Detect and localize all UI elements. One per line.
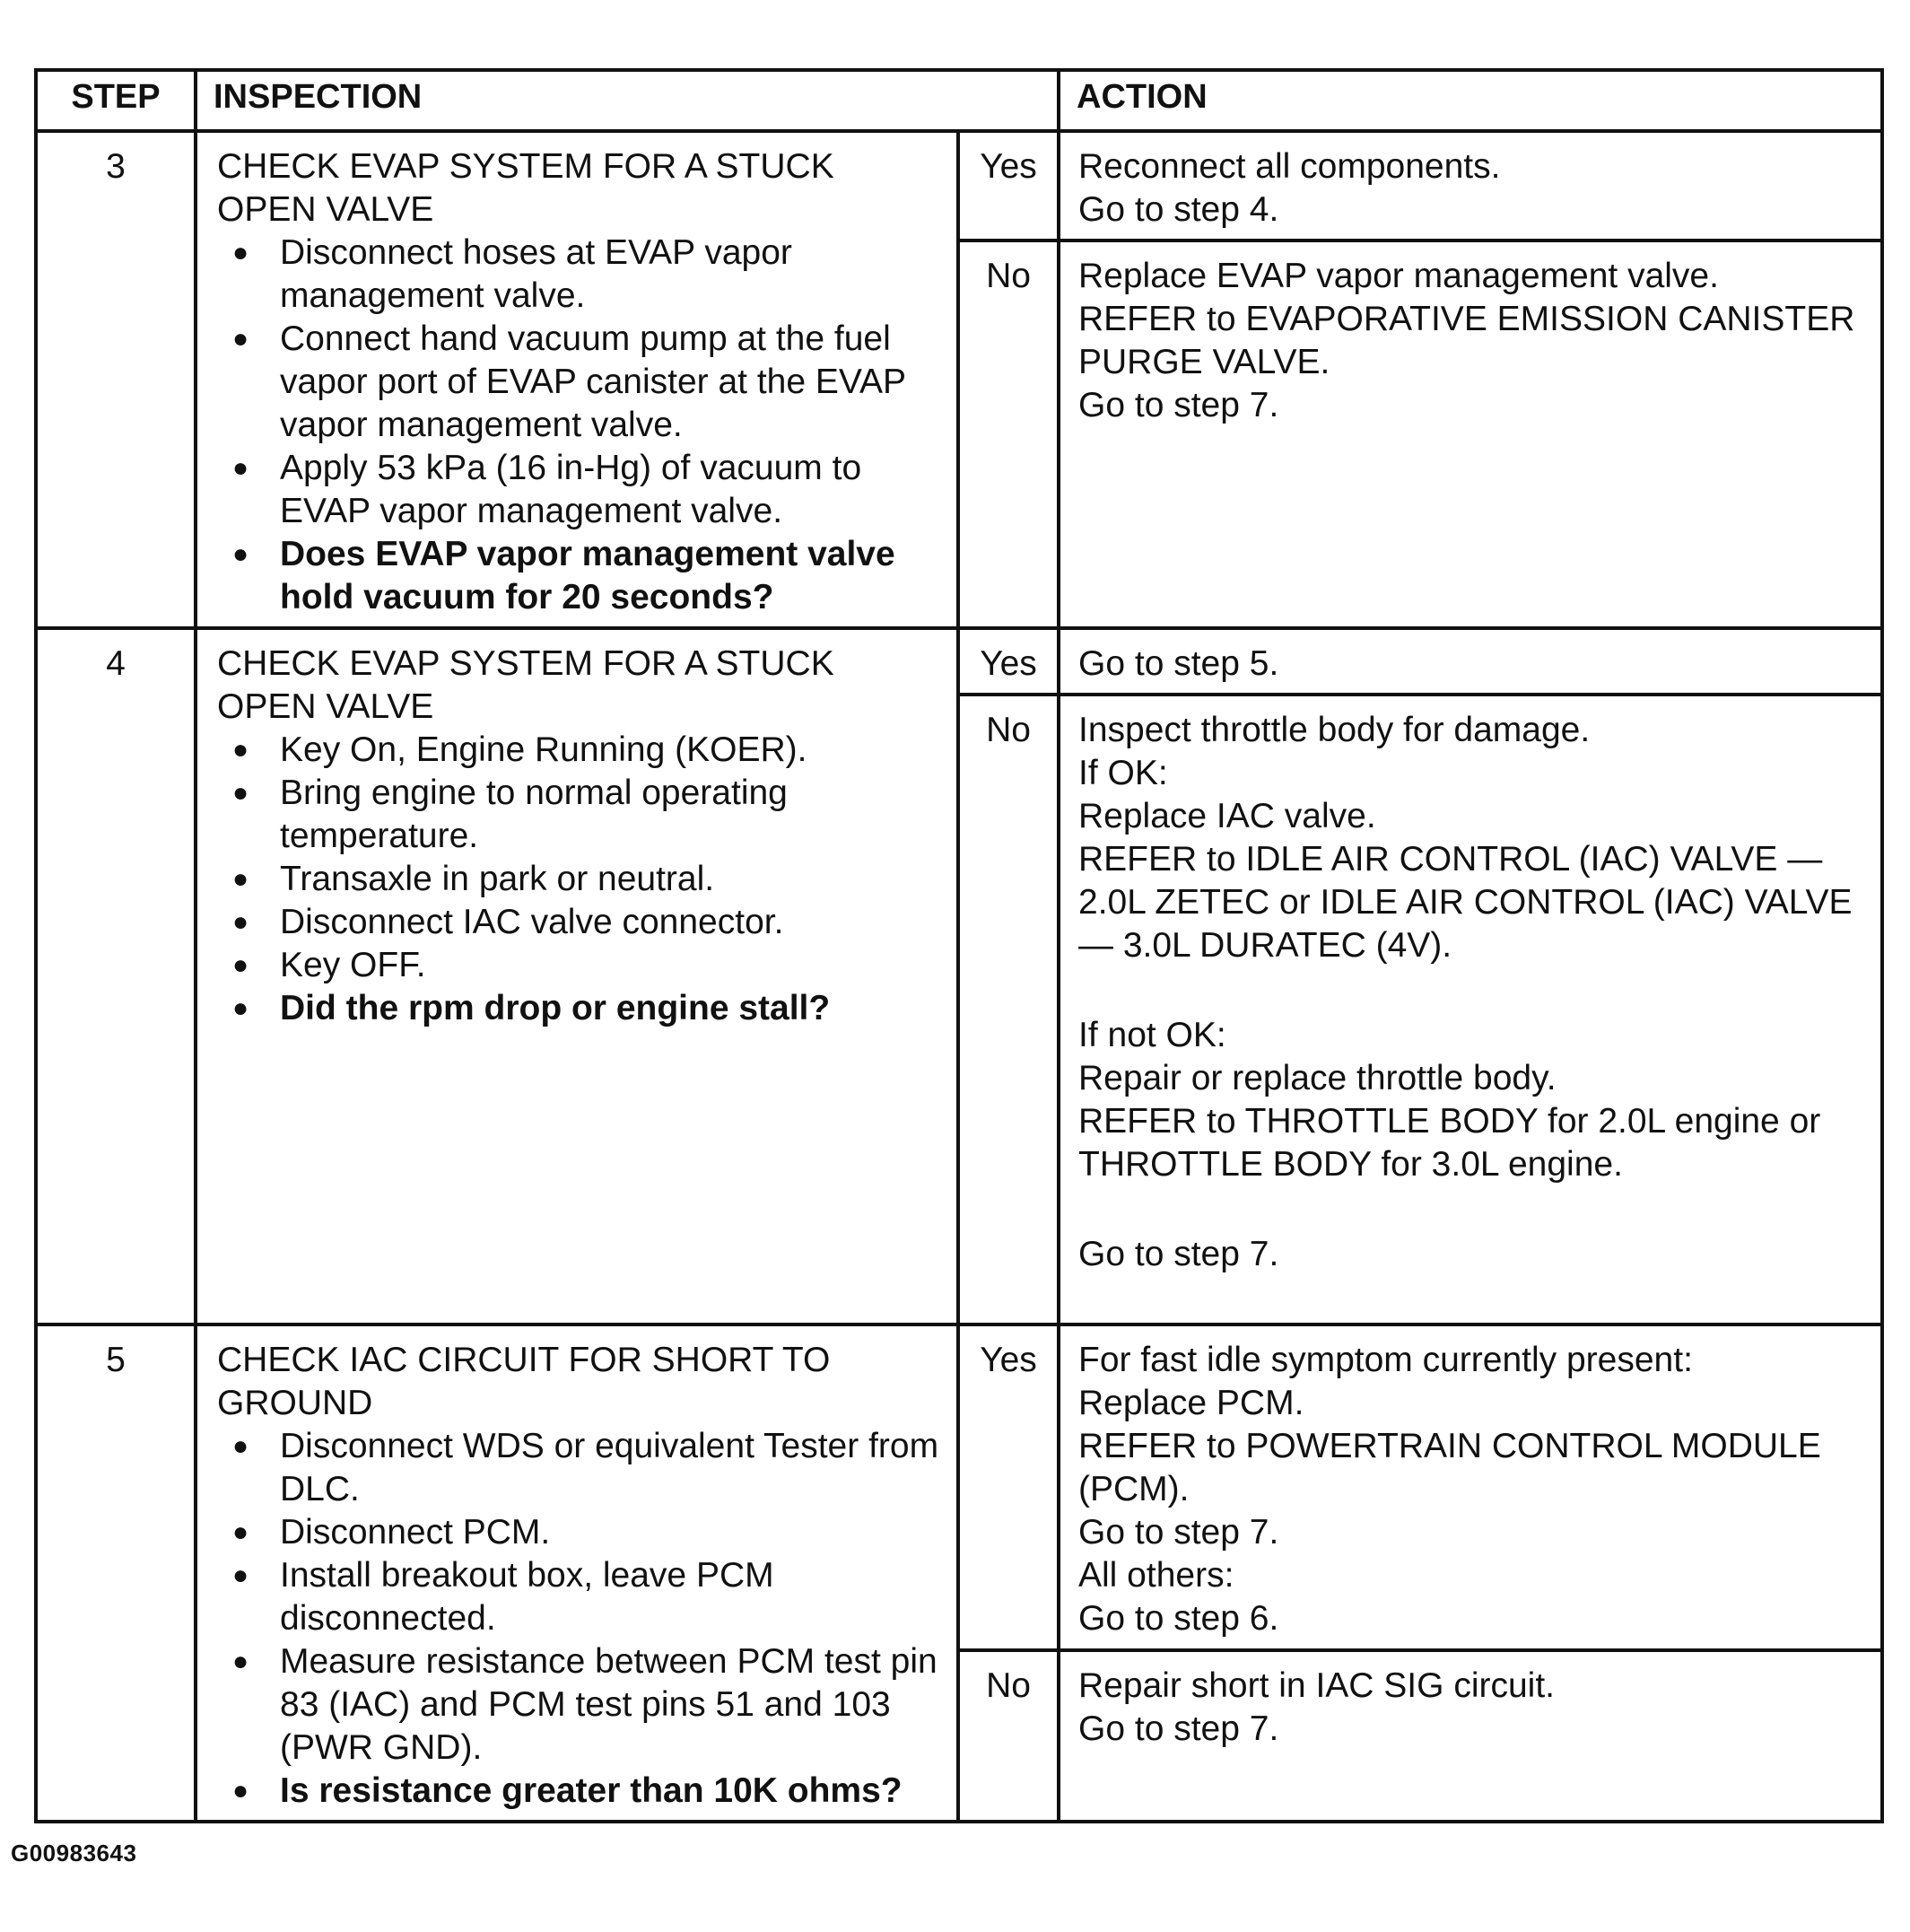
list-item: ● Disconnect IAC valve connector. bbox=[280, 901, 940, 944]
list-item-question: ● Is resistance greater than 10K ohms? bbox=[280, 1770, 940, 1813]
bullet-icon: ● bbox=[232, 324, 249, 354]
list-item: ● Disconnect hoses at EVAP vapor management valve. bbox=[232, 233, 792, 315]
list-item-question: ● Does EVAP vapor management valve hold vacuum for 20 seconds? bbox=[232, 535, 895, 616]
bullet-icon: ● bbox=[232, 993, 249, 1023]
list-item: ● Apply 53 kPa (16 in-Hg) of vacuum to EVAP vapor management valve. bbox=[232, 449, 862, 530]
no-label: No bbox=[958, 695, 1059, 1324]
no-label: No bbox=[958, 1650, 1059, 1822]
inspection-bullet-list bbox=[217, 729, 940, 1030]
yes-label: Yes bbox=[958, 131, 1059, 240]
step-5-group bbox=[36, 1324, 1882, 1822]
yes-action-cell: Reconnect all components. Go to step 4. bbox=[1059, 131, 1882, 240]
header-row bbox=[36, 70, 1882, 131]
list-item: ● Measure resistance between PCM test pin 83 (IAC) and PCM test pins 51 and 103 (PWR GND). bbox=[232, 1642, 938, 1767]
inspection-bullet-list bbox=[217, 232, 940, 619]
no-action-cell: Replace EVAP vapor management valve. REFER to EVAPORATIVE EMISSION CANISTER PURGE VALVE. Go to step 7. bbox=[1059, 240, 1882, 628]
step-4-group bbox=[36, 628, 1882, 1324]
bullet-icon: ● bbox=[232, 778, 249, 808]
list-item: ● Disconnect PCM. bbox=[280, 1511, 940, 1554]
table-row bbox=[36, 131, 1882, 240]
bullet-icon: ● bbox=[232, 1560, 249, 1590]
inspection-title: CHECK EVAP SYSTEM FOR A STUCK OPEN VALVE bbox=[217, 644, 834, 726]
bullet-icon: ● bbox=[232, 864, 249, 894]
inspection-title: CHECK IAC CIRCUIT FOR SHORT TO GROUND bbox=[217, 1341, 831, 1422]
bullet-icon: ● bbox=[232, 539, 249, 569]
list-item: ● Bring engine to normal operating temperature. bbox=[232, 774, 788, 855]
bullet-icon: ● bbox=[232, 950, 249, 980]
list-item: ● Key OFF. bbox=[280, 944, 940, 987]
inspection-cell bbox=[196, 628, 958, 1324]
step-number: 3 bbox=[36, 131, 196, 628]
step-number: 4 bbox=[36, 628, 196, 1324]
table-row bbox=[36, 1324, 1882, 1650]
table-row bbox=[36, 628, 1882, 695]
figure-id: G00983643 bbox=[11, 1840, 137, 1866]
yes-action-cell: Go to step 5. bbox=[1059, 628, 1882, 695]
list-item-question: ● Did the rpm drop or engine stall? bbox=[280, 987, 940, 1030]
yes-label: Yes bbox=[958, 1324, 1059, 1650]
bullet-icon: ● bbox=[232, 1431, 249, 1461]
inspection-cell bbox=[196, 1324, 958, 1822]
inspection-title: CHECK EVAP SYSTEM FOR A STUCK OPEN VALVE bbox=[217, 147, 834, 229]
no-action-cell: Repair short in IAC SIG circuit. Go to step 7. bbox=[1059, 1650, 1882, 1822]
yes-action-cell: For fast idle symptom currently present: Replace PCM. REFER to POWERTRAIN CONTROL MODULE (PCM). Go to step 7. All others: Go to step 6. bbox=[1059, 1324, 1882, 1650]
list-item: ● Key On, Engine Running (KOER). bbox=[280, 729, 940, 772]
bullet-icon: ● bbox=[232, 735, 249, 765]
diagnostic-table bbox=[34, 68, 1884, 1823]
no-action-cell: Inspect throttle body for damage. If OK: Replace IAC valve. REFER to IDLE AIR CONTROL (IAC) VALVE — 2.0L ZETEC or IDLE AIR CONTROL (IAC) VALVE — 3.0L DURATEC (4V). If not OK: Repair or replace throttle body. REFER to THROTTLE BODY for 2.0L engine or THROTTLE BODY for 3.0L engine. Go to step 7. bbox=[1059, 695, 1882, 1324]
action-header: ACTION bbox=[1059, 70, 1882, 131]
inspection-bullet-list bbox=[217, 1425, 940, 1813]
list-item: ● Disconnect WDS or equivalent Tester from DLC. bbox=[232, 1427, 939, 1508]
bullet-icon: ● bbox=[232, 238, 249, 267]
inspection-header: INSPECTION bbox=[196, 70, 1059, 131]
no-label: No bbox=[958, 240, 1059, 628]
list-item: ● Connect hand vacuum pump at the fuel vapor port of EVAP canister at the EVAP vapor management valve. bbox=[232, 319, 906, 444]
bullet-icon: ● bbox=[232, 1647, 249, 1676]
bullet-icon: ● bbox=[232, 907, 249, 937]
list-item: ● Install breakout box, leave PCM disconnected. bbox=[232, 1556, 774, 1638]
bullet-icon: ● bbox=[232, 1776, 249, 1805]
inspection-cell bbox=[196, 131, 958, 628]
yes-label: Yes bbox=[958, 628, 1059, 695]
bullet-icon: ● bbox=[232, 453, 249, 483]
step-header: STEP bbox=[36, 70, 196, 131]
step-3-group bbox=[36, 131, 1882, 628]
step-number: 5 bbox=[36, 1324, 196, 1822]
list-item: ● Transaxle in park or neutral. bbox=[280, 858, 940, 901]
bullet-icon: ● bbox=[232, 1517, 249, 1547]
